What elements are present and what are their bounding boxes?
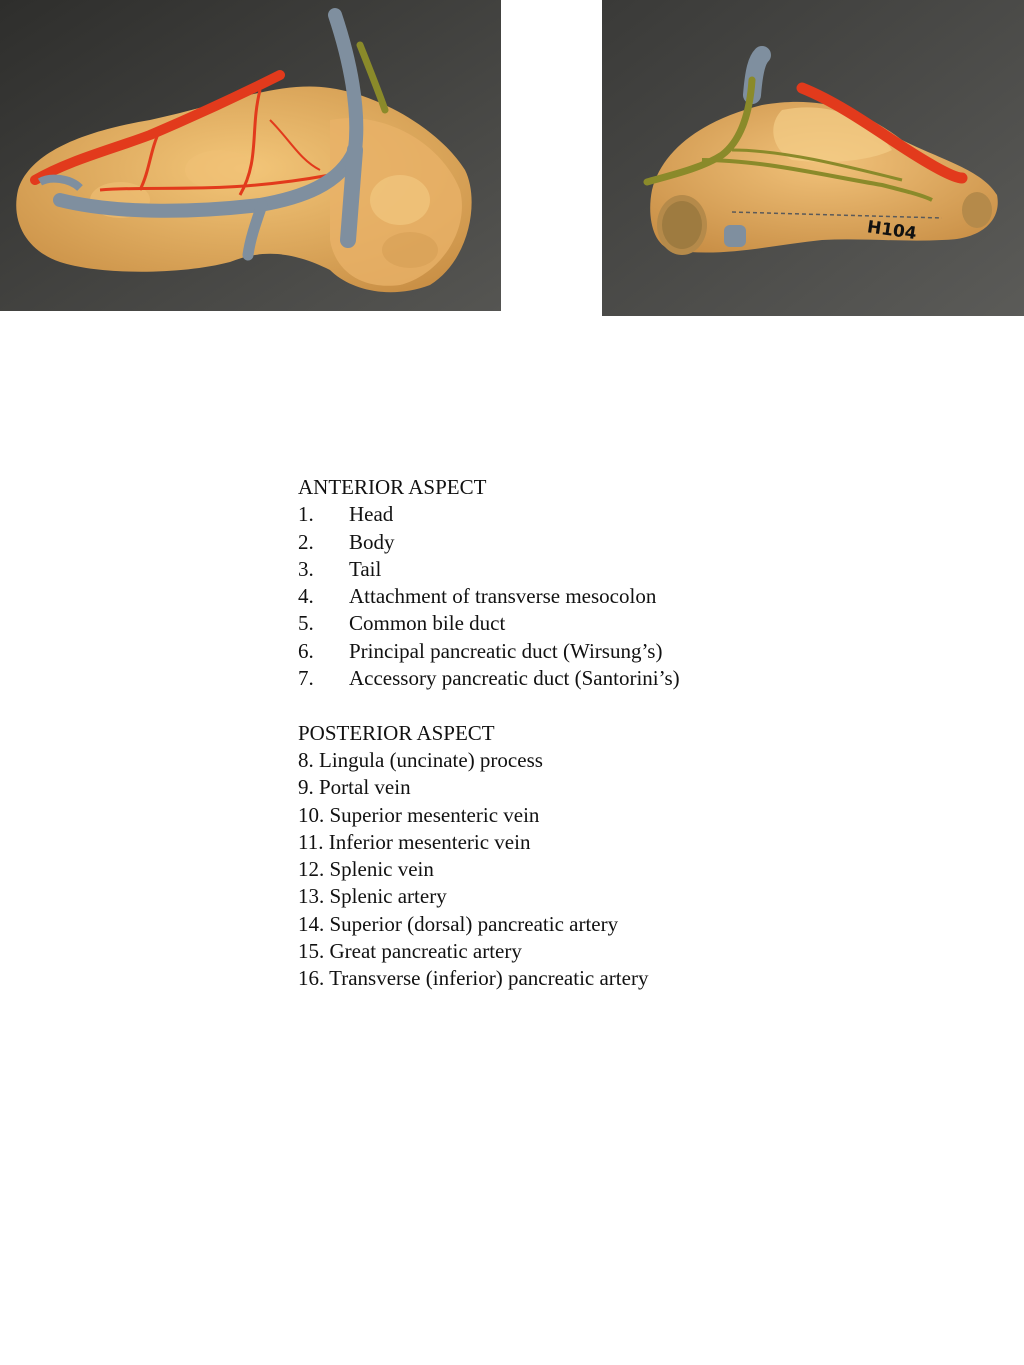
legend-item-number: 6. [298, 638, 314, 663]
legend-item [298, 583, 858, 610]
pancreas-anterior-image [602, 0, 1024, 316]
legend-item: 12. Splenic vein [298, 857, 434, 882]
legend-item-number: 3. [298, 556, 314, 581]
legend-item: 13. Splenic artery [298, 884, 447, 909]
legend-item [298, 501, 858, 528]
legend-item-label: Body [349, 529, 395, 554]
legend-item: 9. Portal vein [298, 775, 411, 800]
legend-item: 11. Inferior mesenteric vein [298, 829, 531, 854]
legend-item-number: 2. [298, 529, 314, 554]
legend [298, 474, 858, 993]
pancreas-posterior-image [0, 0, 501, 311]
pancreas-posterior-photo [0, 0, 501, 311]
legend-item-label: Tail [349, 556, 382, 581]
legend-item-label: Principal pancreatic duct (Wirsung’s) [349, 638, 663, 663]
legend-item: 8. Lingula (uncinate) process [298, 747, 543, 772]
legend-item [298, 638, 858, 665]
legend-item-number: 5. [298, 611, 314, 636]
legend-item [298, 665, 858, 692]
legend-item: 15. Great pancreatic artery [298, 939, 522, 964]
legend-item-number: 1. [298, 502, 314, 527]
legend-item: 14. Superior (dorsal) pancreatic artery [298, 911, 619, 936]
legend-item [298, 529, 858, 556]
legend-item-label: Attachment of transverse mesocolon [349, 584, 657, 609]
posterior-heading: POSTERIOR ASPECT [298, 720, 495, 745]
legend-item: 16. Transverse (inferior) pancreatic artery [298, 966, 649, 991]
specimen-tag: H104 [865, 217, 918, 245]
legend-item [298, 610, 858, 637]
legend-item-label: Common bile duct [349, 611, 506, 636]
legend-item-label: Accessory pancreatic duct (Santorini’s) [349, 666, 680, 691]
legend-item-number: 7. [298, 666, 314, 691]
pancreas-anterior-photo [602, 0, 1024, 316]
legend-item [298, 556, 858, 583]
legend-item-number: 4. [298, 584, 314, 609]
anterior-heading: ANTERIOR ASPECT [298, 475, 487, 499]
posterior-list [298, 747, 858, 993]
legend-item-label: Head [349, 502, 394, 527]
anterior-list [298, 501, 858, 692]
legend-item: 10. Superior mesenteric vein [298, 802, 540, 827]
